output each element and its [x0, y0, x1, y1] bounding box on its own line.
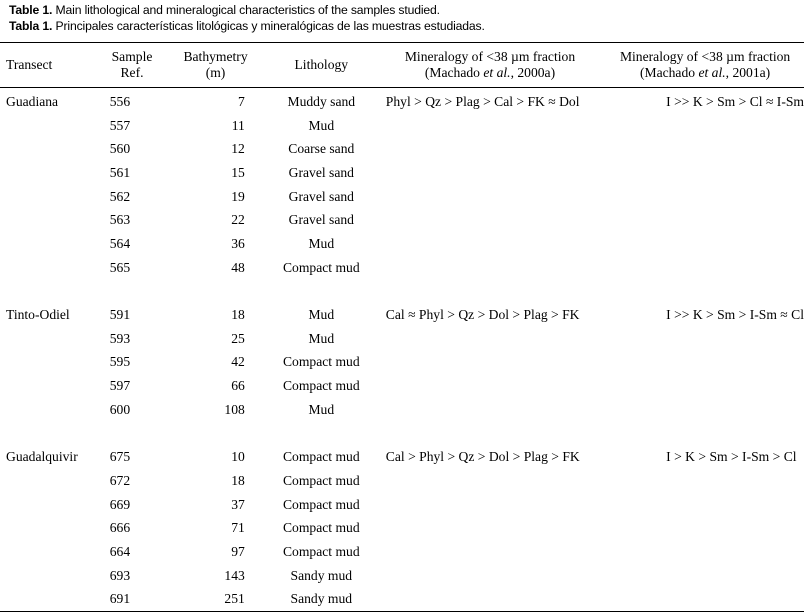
cell-lithology: Compact mud	[282, 259, 360, 275]
cell-lithology: Mud	[308, 307, 335, 323]
header-mineralogy-2001a: Mineralogy of <38 µm fraction (Machado et al., 2001a)	[619, 49, 791, 80]
cell-bathymetry: 15	[231, 164, 245, 180]
header-transect: Transect	[6, 57, 53, 72]
cell-sample-ref: 595	[109, 354, 131, 370]
cell-sample-ref: 693	[109, 567, 131, 583]
table-row	[0, 256, 804, 280]
cell-lithology: Coarse sand	[288, 141, 355, 157]
cell-mineralogy-2000a	[374, 351, 606, 375]
cell-mineralogy-2000a: Phyl > Qz > Plag > Cal > FK ≈ Dol	[385, 93, 580, 109]
cell-lithology: Gravel sand	[288, 188, 354, 204]
cell-transect	[0, 374, 102, 398]
cell-mineralogy-2000a	[374, 256, 606, 280]
cell-mineralogy-2000a	[374, 185, 606, 209]
cell-lithology: Compact mud	[282, 543, 360, 559]
cell-bathymetry: 37	[231, 496, 245, 512]
cell-lithology: Compact mud	[282, 472, 360, 488]
cell-sample-ref: 664	[109, 543, 131, 559]
header-lithology: Lithology	[294, 57, 349, 72]
cell-mineralogy-2001a	[606, 540, 804, 564]
table-row	[0, 208, 804, 232]
cell-bathymetry: 18	[231, 472, 245, 488]
caption-text: Principales características litológicas y mineralógicas de las muestras estudiadas.	[52, 19, 485, 33]
cell-bathymetry: 143	[224, 567, 245, 583]
cell-lithology: Sandy mud	[290, 567, 353, 583]
cell-mineralogy-2001a	[606, 114, 804, 138]
cell-transect	[0, 351, 102, 375]
cell-mineralogy-2001a	[606, 256, 804, 280]
table-row	[0, 351, 804, 375]
cell-sample-ref: 561	[109, 164, 131, 180]
cell-bathymetry: 22	[231, 212, 245, 228]
cell-bathymetry: 7	[238, 93, 245, 109]
table-caption-spanish	[9, 19, 485, 33]
cell-transect: Guadalquivir	[6, 449, 78, 465]
cell-lithology: Compact mud	[282, 354, 360, 370]
cell-bathymetry: 97	[231, 543, 245, 559]
cell-mineralogy-2000a: Cal > Phyl > Qz > Dol > Plag > FK	[385, 449, 580, 465]
cell-sample-ref: 556	[109, 93, 131, 109]
cell-transect	[0, 232, 102, 256]
cell-bathymetry: 10	[231, 449, 245, 465]
cell-sample-ref: 560	[109, 141, 131, 157]
cell-mineralogy-2001a	[606, 469, 804, 493]
cell-mineralogy-2001a	[606, 587, 804, 611]
cell-transect	[0, 587, 102, 611]
table-body	[0, 88, 804, 612]
cell-bathymetry: 251	[224, 591, 245, 607]
table-row	[0, 493, 804, 517]
table-row	[0, 540, 804, 564]
cell-mineralogy-2001a: I >> K > Sm > Cl ≈ I-Sm	[666, 93, 804, 109]
cell-lithology: Mud	[308, 117, 335, 133]
cell-mineralogy-2001a	[606, 564, 804, 588]
cell-mineralogy-2001a	[606, 351, 804, 375]
table-row	[0, 469, 804, 493]
cell-lithology: Mud	[308, 330, 335, 346]
cell-transect: Tinto-Odiel	[6, 307, 70, 323]
cell-lithology: Mud	[308, 235, 335, 251]
cell-mineralogy-2001a	[606, 185, 804, 209]
cell-lithology: Gravel sand	[288, 164, 354, 180]
table-row	[0, 445, 804, 469]
header-mineralogy-2000a: Mineralogy of <38 µm fraction (Machado et al., 2000a)	[404, 49, 576, 80]
caption-text: Main lithological and mineralogical characteristics of the samples studied.	[52, 3, 440, 17]
cell-sample-ref: 672	[109, 472, 131, 488]
cell-transect	[0, 185, 102, 209]
table-row	[0, 137, 804, 161]
cell-transect	[0, 256, 102, 280]
cell-lithology: Sandy mud	[290, 591, 353, 607]
cell-sample-ref: 691	[109, 591, 131, 607]
cell-transect	[0, 208, 102, 232]
cell-mineralogy-2000a	[374, 208, 606, 232]
cell-lithology: Compact mud	[282, 378, 360, 394]
cell-transect	[0, 327, 102, 351]
cell-bathymetry: 12	[231, 141, 245, 157]
table-row	[0, 374, 804, 398]
cell-mineralogy-2001a	[606, 398, 804, 422]
cell-mineralogy-2000a	[374, 493, 606, 517]
cell-mineralogy-2000a	[374, 398, 606, 422]
cell-sample-ref: 669	[109, 496, 131, 512]
cell-sample-ref: 563	[109, 212, 131, 228]
cell-lithology: Gravel sand	[288, 212, 354, 228]
cell-lithology: Muddy sand	[287, 93, 356, 109]
cell-mineralogy-2001a	[606, 516, 804, 540]
cell-bathymetry: 25	[231, 330, 245, 346]
cell-mineralogy-2001a	[606, 493, 804, 517]
samples-table	[0, 42, 804, 612]
cell-transect	[0, 398, 102, 422]
cell-bathymetry: 42	[231, 354, 245, 370]
cell-mineralogy-2000a	[374, 564, 606, 588]
cell-mineralogy-2001a	[606, 137, 804, 161]
table-row	[0, 88, 804, 114]
header-bathymetry: Bathymetry (m)	[183, 49, 248, 80]
cell-bathymetry: 48	[231, 259, 245, 275]
caption-label: Table 1.	[9, 3, 53, 17]
cell-mineralogy-2000a	[374, 516, 606, 540]
cell-mineralogy-2000a	[374, 114, 606, 138]
cell-transect	[0, 137, 102, 161]
table-row	[0, 232, 804, 256]
cell-lithology: Compact mud	[282, 496, 360, 512]
cell-bathymetry: 11	[231, 117, 245, 133]
cell-sample-ref: 565	[109, 259, 131, 275]
cell-mineralogy-2001a	[606, 161, 804, 185]
cell-mineralogy-2000a	[374, 469, 606, 493]
cell-bathymetry: 19	[231, 188, 245, 204]
header-sample-ref: Sample Ref.	[111, 49, 153, 80]
table-caption-english	[9, 3, 440, 17]
cell-sample-ref: 597	[109, 378, 131, 394]
cell-sample-ref: 593	[109, 330, 131, 346]
cell-mineralogy-2000a	[374, 137, 606, 161]
cell-mineralogy-2000a	[374, 540, 606, 564]
cell-mineralogy-2001a	[606, 374, 804, 398]
cell-transect	[0, 540, 102, 564]
cell-lithology: Compact mud	[282, 520, 360, 536]
cell-bathymetry: 71	[231, 520, 245, 536]
table-row	[0, 564, 804, 588]
cell-bathymetry: 108	[224, 401, 245, 417]
caption-label: Tabla 1.	[9, 19, 53, 33]
table-row	[0, 398, 804, 422]
cell-sample-ref: 600	[109, 401, 131, 417]
cell-bathymetry: 66	[231, 378, 245, 394]
cell-mineralogy-2001a: I > K > Sm > I-Sm > Cl	[666, 449, 797, 465]
cell-bathymetry: 36	[231, 235, 245, 251]
cell-mineralogy-2000a	[374, 327, 606, 351]
cell-sample-ref: 564	[109, 235, 131, 251]
table-row	[0, 327, 804, 351]
table-row	[0, 161, 804, 185]
cell-transect	[0, 516, 102, 540]
cell-transect	[0, 114, 102, 138]
cell-transect	[0, 469, 102, 493]
table-row	[0, 587, 804, 611]
cell-mineralogy-2000a	[374, 161, 606, 185]
cell-transect	[0, 564, 102, 588]
cell-mineralogy-2000a: Cal ≈ Phyl > Qz > Dol > Plag > FK	[385, 307, 580, 323]
cell-transect	[0, 161, 102, 185]
table-header-row	[0, 43, 804, 88]
cell-mineralogy-2001a	[606, 327, 804, 351]
table-row	[0, 185, 804, 209]
cell-sample-ref: 591	[109, 307, 131, 323]
cell-mineralogy-2000a	[374, 374, 606, 398]
cell-mineralogy-2001a	[606, 232, 804, 256]
group-spacer-row	[0, 422, 804, 446]
cell-sample-ref: 666	[109, 520, 131, 536]
group-spacer-row	[0, 280, 804, 304]
cell-lithology: Compact mud	[282, 449, 360, 465]
cell-transect: Guadiana	[6, 93, 59, 109]
cell-mineralogy-2001a	[606, 208, 804, 232]
cell-mineralogy-2001a: I >> K > Sm > I-Sm ≈ Cl	[666, 307, 804, 323]
cell-sample-ref: 562	[109, 188, 131, 204]
cell-mineralogy-2000a	[374, 232, 606, 256]
cell-bathymetry: 18	[231, 307, 245, 323]
cell-mineralogy-2000a	[374, 587, 606, 611]
table-row	[0, 114, 804, 138]
cell-sample-ref: 557	[109, 117, 131, 133]
table-row	[0, 303, 804, 327]
cell-sample-ref: 675	[109, 449, 131, 465]
cell-lithology: Mud	[308, 401, 335, 417]
table-row	[0, 516, 804, 540]
cell-transect	[0, 493, 102, 517]
